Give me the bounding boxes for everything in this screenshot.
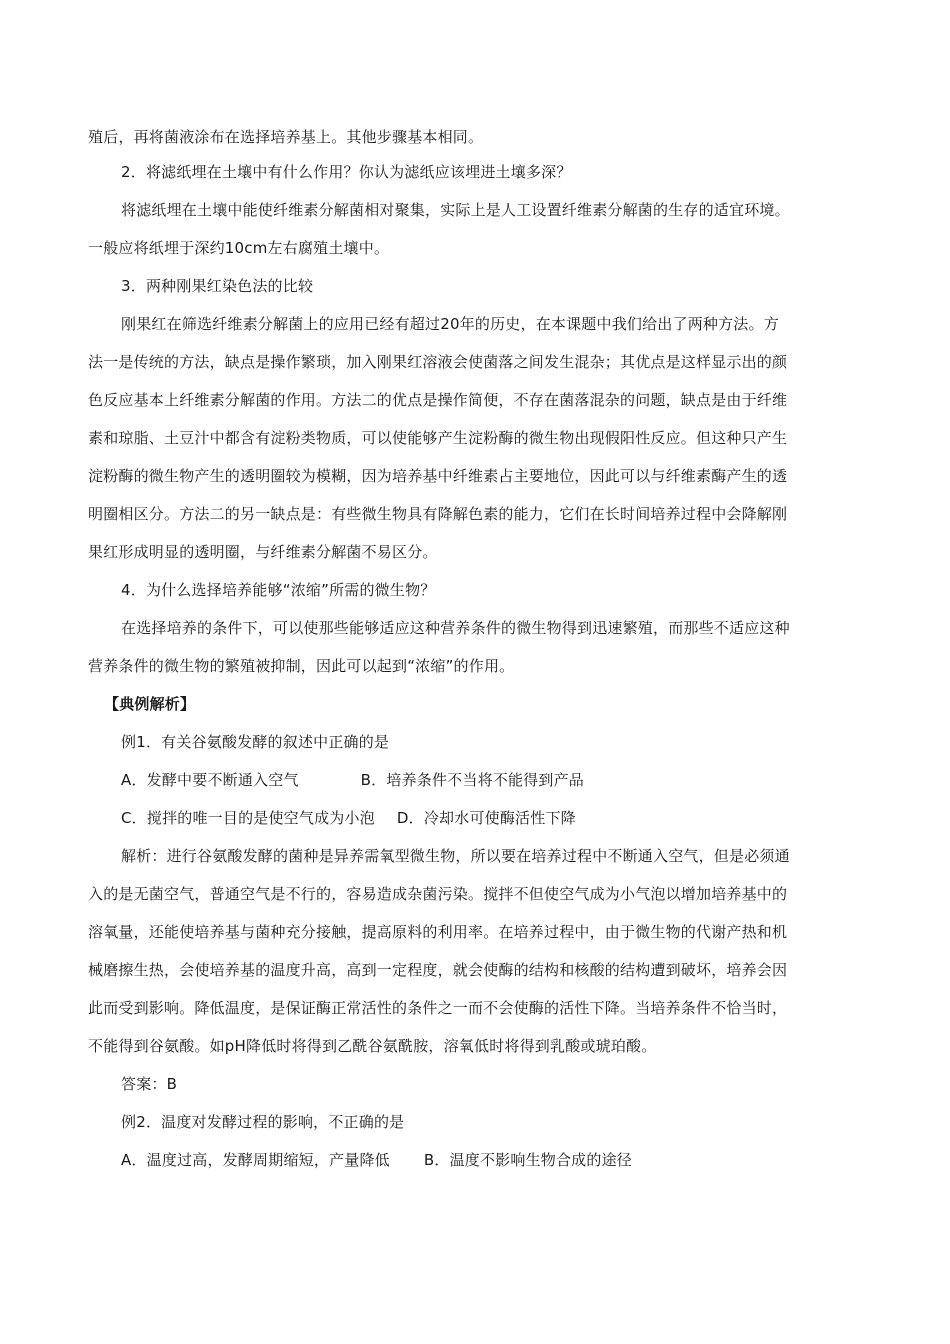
analysis-line: 入的是无菌空气，普通空气是不行的，容易造成杂菌污染。搅拌不但使空气成为小气泡以增加培养基中的 (88, 885, 788, 903)
paragraph-line: 一般应将纸埋于深约10cm左右腐殖土壤中。 (88, 239, 390, 257)
example-2-options-row-1 (121, 1150, 632, 1170)
paragraph-line: 淀粉酶的微生物产生的透明圈较为模糊，因为培养基中纤维素占主要地位，因此可以与纤维素酶产生的透 (88, 467, 788, 485)
paragraph-line: 在选择培养的条件下，可以使那些能够适应这种营养条件的微生物得到迅速繁殖，而那些不适应这种 (121, 619, 790, 637)
analysis-line: 溶氧量，还能使培养基与菌种充分接触，提高原料的利用率。在培养过程中，由于微生物的代谢产热和机 (88, 923, 788, 941)
question-3: 3．两种刚果红染色法的比较 (121, 277, 314, 295)
option-b: B．温度不影响生物合成的途径 (423, 1151, 632, 1169)
paragraph-line: 将滤纸埋在土壤中能使纤维素分解菌相对聚集，实际上是人工设置纤维素分解菌的生存的适宜环境。 (121, 201, 790, 219)
example-2-question: 例2．温度对发酵过程的影响，不正确的是 (121, 1113, 405, 1131)
paragraph-line: 果红形成明显的透明圈，与纤维素分解菌不易区分。 (88, 543, 438, 561)
paragraph-line: 营养条件的微生物的繁殖被抑制，因此可以起到“浓缩”的作用。 (88, 657, 515, 675)
paragraph-line: 殖后，再将菌液涂布在选择培养基上。其他步骤基本相同。 (88, 128, 484, 146)
section-heading: 【典例解析】 (104, 695, 196, 713)
paragraph-line: 法一是传统的方法，缺点是操作繁琐，加入刚果红溶液会使菌落之间发生混杂；其优点是这样显示出的颜 (88, 353, 788, 371)
analysis-line: 不能得到谷氨酸。如pH降低时将得到乙酰谷氨酰胺，溶氧低时将得到乳酸或琥珀酸。 (88, 1037, 657, 1055)
analysis-line: 此而受到影响。降低温度，是保证酶正常活性的条件之一而不会使酶的活性下降。当培养条件不恰当时， (88, 999, 788, 1017)
paragraph-line: 刚果红在筛选纤维素分解菌上的应用已经有超过20年的历史，在本课题中我们给出了两种方法。方 (121, 315, 779, 333)
question-2: 2．将滤纸埋在土壤中有什么作用？你认为滤纸应该埋进土壤多深？ (121, 163, 572, 181)
example-1-options-row-1 (121, 770, 584, 790)
question-4: 4．为什么选择培养能够“浓缩”所需的微生物？ (121, 581, 436, 599)
example-1-options-row-2 (121, 808, 576, 828)
paragraph-line: 色反应基本上纤维素分解菌的作用。方法二的优点是操作简便，不存在菌落混杂的问题，缺点是由于纤维 (88, 391, 788, 409)
analysis-line: 械磨擦生热，会使培养基的温度升高，高到一定程度，就会使酶的结构和核酸的结构遭到破坏，培养会因 (88, 961, 788, 979)
paragraph-line: 素和琼脂、土豆汁中都含有淀粉类物质，可以使能够产生淀粉酶的微生物出现假阳性反应。但这种只产生 (88, 429, 788, 447)
option-b: B．培养条件不当将不能得到产品 (360, 771, 584, 789)
paragraph-line: 明圈相区分。方法二的另一缺点是：有些微生物具有降解色素的能力，它们在长时间培养过程中会降解刚 (88, 505, 788, 523)
option-a: A．发酵中要不断通入空气 (121, 771, 299, 789)
answer: 答案：B (121, 1075, 178, 1093)
example-1-question: 例1．有关谷氨酸发酵的叙述中正确的是 (121, 733, 390, 751)
option-a: A．温度过高，发酵周期缩短，产量降低 (121, 1151, 390, 1169)
option-d: D．冷却水可使酶活性下降 (396, 809, 576, 827)
option-c: C．搅拌的唯一目的是使空气成为小泡 (121, 809, 375, 827)
analysis-line: 解析：进行谷氨酸发酵的菌种是异养需氧型微生物，所以要在培养过程中不断通入空气，但是必须通 (121, 847, 790, 865)
